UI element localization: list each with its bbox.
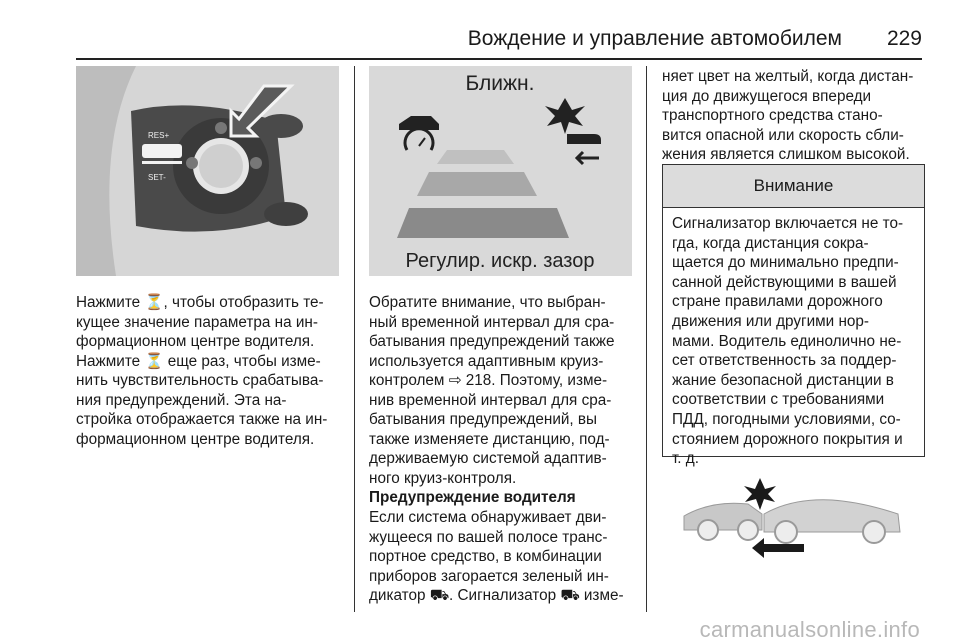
res-label: RES+ xyxy=(148,131,170,140)
cars-distance-illustration xyxy=(662,470,923,578)
col3-paragraph: няет цвет на желтый, когда дистан- ция до движущегося впереди транспортного средства стано- вится опасной или скорость сбли- жения является слишком высокой. xyxy=(662,68,914,163)
col1-paragraph: Нажмите ⏳, чтобы отобразить те- кущее значение параметра на ин- формационном центре водителя. Нажмите ⏳ еще раз, чтобы изме- нить чувствительность срабатыва- ния предупреждений. Эта на- стройка отображается также на ин- формационном центре водителя. xyxy=(76,294,328,448)
display-image xyxy=(369,66,632,276)
watermark: carmanualsonline.info xyxy=(699,617,920,642)
page-number: 229 xyxy=(886,27,922,50)
driver-warning-subheading: Предупреждение водителя xyxy=(369,489,576,506)
set-label: SET- xyxy=(148,173,166,182)
display-top-label: Ближн. xyxy=(465,72,535,95)
warning-title: Внимание xyxy=(663,165,924,208)
warning-box xyxy=(662,164,925,468)
cars-illustration xyxy=(662,470,923,578)
driver-display-illustration xyxy=(369,66,632,276)
left-arrow-icon xyxy=(752,538,804,558)
display-bottom-label: Регулир. искр. зазор xyxy=(405,250,595,272)
column-divider-2 xyxy=(646,66,647,612)
steering-wheel-illustration xyxy=(76,66,339,276)
col2-paragraph-2: Если система обнаруживает дви- жущееся по вашей полосе транс- портное средство, в комбинации приборов загорается зеленый ин- дикатор ⛟. Сигнализатор ⛟ изме- xyxy=(369,509,624,604)
page-title: Вождение и управление автомобилем xyxy=(467,27,842,50)
page-header xyxy=(0,0,960,60)
warning-text: Сигнализатор включается не то- гда, когда дистанция сокра- щается до минимально предпи- санной действующими в вашей стране правилами дорожного движения или другими нор- мами. Водитель единолично не- сет ответственность за поддер- жание безопасной дистанции в соответствии с требованиями ПДД, погодными условиями, со- стоянием дорожного покрытия и т. д. xyxy=(672,215,904,468)
column-divider-1 xyxy=(354,66,355,612)
header-rule xyxy=(76,58,922,60)
col2-paragraph-1: Обратите внимание, что выбран- ный временной интервал для сра- батывания предупреждений также используется адаптивным круиз- контролем ⇨ 218. Поэтому, изме- нив временной интервал для сра- батывания предупреждений, вы также изменяете дистанцию, под- держиваемую системой адаптив- ного круиз-контроля. xyxy=(369,294,615,487)
steering-wheel-image xyxy=(76,66,339,276)
